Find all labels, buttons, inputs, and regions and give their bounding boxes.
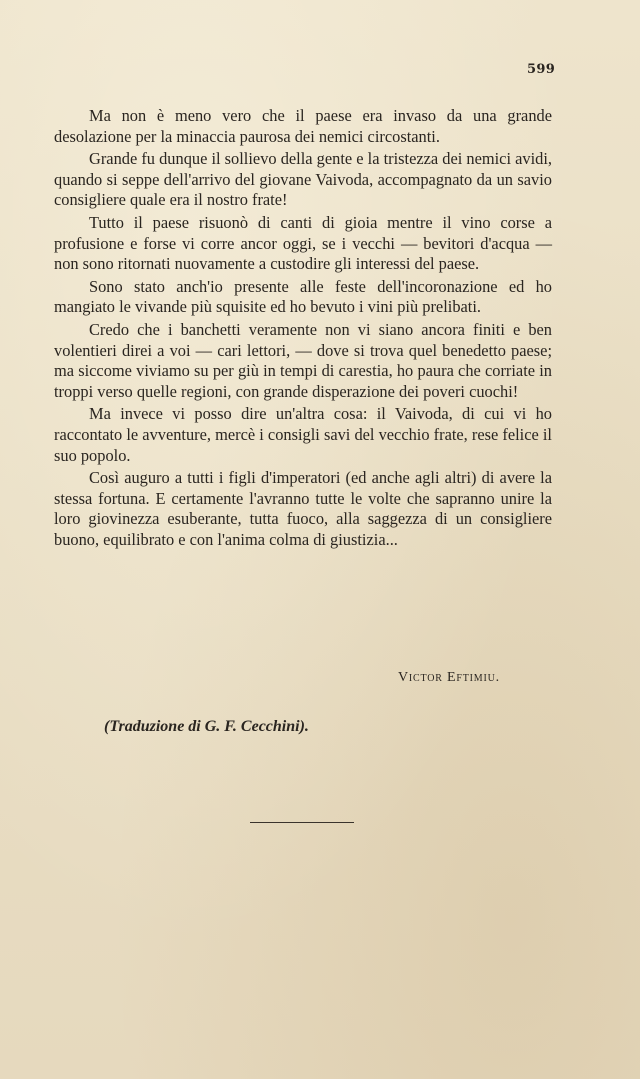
author-signature: Victor Eftimiu. [398, 670, 500, 685]
translation-credit: (Traduzione di G. F. Cecchini). [104, 718, 309, 735]
paragraph: Tutto il paese risuonò di canti di gioia mentre il vino corse a profusione e forse vi corre ancor oggi, se i vecchi — bevitori d'acqua — non sono ritornati nuovamente a custodire gli interessi del paese. [54, 212, 552, 274]
paragraph: Ma invece vi posso dire un'altra cosa: il Vaivoda, di cui vi ho raccontato le avventure, mercè i consigli savi del vecchio frate, rese felice il suo popolo. [54, 404, 552, 465]
paragraph: Grande fu dunque il sollievo della gente e la tristezza dei nemici avidi, quando si seppe dell'arrivo del giovane Vaivoda, accompagnato da un savio consigliere quale era il nostro frate! [54, 149, 552, 210]
article-body [54, 106, 552, 552]
paragraph: Così auguro a tutti i figli d'imperatori (ed anche agli altri) di avere la stessa fortuna. E certamente l'avranno tutte le volte che sapranno unire la loro giovinezza esuberante, tutta fuoco, alla saggezza di un consigliere buono, equilibrato e con l'anima colma di giustizia... [54, 468, 552, 549]
paragraph: Ma non è meno vero che il paese era invaso da una grande desolazione per la minaccia paurosa dei nemici circostanti. [54, 106, 552, 146]
paragraph: Sono stato anch'io presente alle feste dell'incoronazione ed ho mangiato le vivande più squisite ed ho bevuto i vini più prelibati. [54, 276, 552, 317]
closing-rule [250, 822, 354, 823]
paragraph: Credo che i banchetti veramente non vi siano ancora finiti e ben volentieri direi a voi — cari lettori, — dove si trova quel benedetto paese; ma siccome viviamo su per giù in tempi di carestia, ho paura che corriate in troppi verso quelle regioni, con grande disperazione dei poveri cuochi! [54, 319, 552, 401]
page-number: 599 [527, 62, 556, 77]
